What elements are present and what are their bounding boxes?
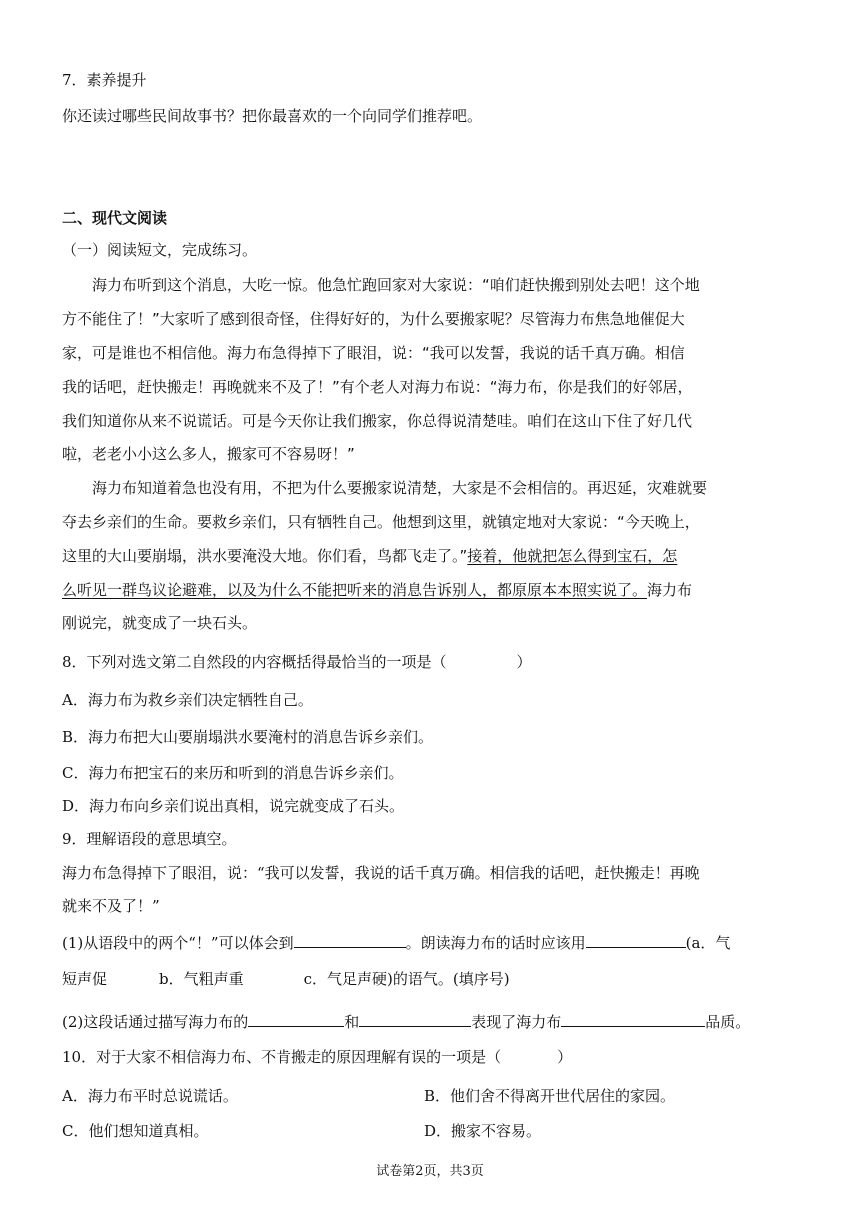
q10-option-c: C．他们想知道真相。: [62, 1122, 209, 1140]
q9-sub1-text-c: (a．气: [685, 934, 731, 952]
answer-blank-5[interactable]: [561, 1010, 705, 1027]
q9-choice-a-text: 短声促: [62, 970, 108, 988]
section2-title: 二、现代文阅读: [62, 209, 168, 227]
q10-options-row2: [62, 1121, 822, 1141]
passage-p2-line5: 刚说完，就变成了一块石头。: [62, 614, 258, 632]
q9-sub1-line2: [62, 969, 510, 989]
q10-option-b: B．他们舍不得离开世代居住的家园。: [424, 1087, 676, 1105]
q9-choice-b: b．气粗声重: [159, 970, 244, 988]
answer-blank-3[interactable]: [248, 1010, 344, 1027]
q9-sub2-text-d: 品质。: [705, 1013, 751, 1031]
q10-option-d: D．搬家不容易。: [424, 1122, 542, 1140]
q9-sub1-text-a: (1)从语段中的两个“！”可以体会到: [62, 934, 294, 952]
q9-sub1-text-b: 。朗读海力布的话时应该用: [405, 934, 586, 952]
q8-option-a: A．海力布为救乡亲们决定牺牲自己。: [62, 691, 313, 709]
q7-title: 7．素养提升: [62, 71, 147, 89]
q9-stem: 9．理解语段的意思填空。: [62, 830, 237, 848]
q9-choice-c: c．气足声硬)的语气。(填序号): [303, 970, 510, 988]
passage-p2-line4-text: 海力布: [647, 581, 693, 599]
passage-p2-line3: [62, 546, 677, 566]
answer-blank-2[interactable]: [586, 931, 686, 948]
q10-stem: [62, 1047, 572, 1067]
answer-blank-1[interactable]: [294, 931, 406, 948]
passage-p2-line1: 海力布知道着急也没有用，不把为什么要搬家说清楚，大家是不会相信的。再迟延，灾难就要: [92, 479, 708, 497]
passage-p1-line1: 海力布听到这个消息，大吃一惊。他急忙跑回家对大家说：“咱们赶快搬到别处去吧！这个地: [92, 276, 700, 294]
q7-prompt: 你还读过哪些民间故事书？把你最喜欢的一个向同学们推荐吧。: [62, 107, 483, 125]
q8-paren-close: ）: [516, 653, 532, 671]
q9-sub2-text-c: 表现了海力布: [471, 1013, 562, 1031]
q9-sub1-line1: [62, 931, 730, 953]
q8-option-b: B．海力布把大山要崩塌洪水要淹村的消息告诉乡亲们。: [62, 728, 434, 746]
passage-p1-line5: 我们知道你从来不说谎话。可是今天你让我们搬家，你总得说清楚哇。咱们在这山下住了好几代: [62, 412, 693, 430]
q8-option-d: D．海力布向乡亲们说出真相，说完就变成了石头。: [62, 797, 405, 815]
underlined-sentence-part1: 接着，他就把怎么得到宝石，怎: [467, 547, 678, 565]
q10-options-row1: [62, 1086, 822, 1106]
q8-stem-text: 8．下列对选文第二自然段的内容概括得最恰当的一项是（: [62, 653, 447, 671]
q10-stem-text: 10．对于大家不相信海力布、不肯搬走的原因理解有误的一项是（: [62, 1048, 502, 1066]
q9-sub2-text-b: 和: [344, 1013, 360, 1031]
q9-sub2-text-a: (2)这段话通过描写海力布的: [62, 1013, 249, 1031]
q10-paren-close: ）: [557, 1048, 573, 1066]
passage-p1-line2: 方不能住了！”大家听了感到很奇怪，住得好好的，为什么要搬家呢？尽管海力布焦急地催促大: [62, 310, 685, 328]
q9-quote-line2: 就来不及了！”: [62, 897, 160, 915]
q9-sub2: [62, 1010, 750, 1032]
q9-quote-line1: 海力布急得掉下了眼泪，说：“我可以发誓，我说的话千真万确。相信我的话吧，赶快搬走！再晚: [62, 864, 700, 882]
passage-p1-line4: 我的话吧，赶快搬走！再晚就来不及了！”有个老人对海力布说：“海力布，你是我们的好邻居，: [62, 378, 693, 396]
q8-option-c: C．海力布把宝石的来历和听到的消息告诉乡亲们。: [62, 764, 404, 782]
q10-option-a: A．海力布平时总说谎话。: [62, 1087, 238, 1105]
section2-subtitle: （一）阅读短文，完成练习。: [62, 241, 258, 259]
answer-blank-4[interactable]: [359, 1010, 471, 1027]
underlined-sentence-part2: 么听见一群鸟议论避难，以及为什么不能把听来的消息告诉别人，都原原本本照实说了。: [62, 581, 648, 599]
passage-p2-line2: 夺去乡亲们的生命。要救乡亲们，只有牺牲自己。他想到这里，就镇定地对大家说：“今天晚上，: [62, 513, 700, 531]
passage-p2-line3-text: 这里的大山要崩塌，洪水要淹没大地。你们看，鸟都飞走了。”: [62, 547, 468, 565]
passage-p1-line6: 啦，老老小小这么多人，搬家可不容易呀！”: [62, 445, 355, 463]
passage-p2-line4: [62, 580, 692, 600]
q8-stem: [62, 652, 532, 672]
page-footer: 试卷第2页，共3页: [376, 1164, 484, 1179]
passage-p1-line3: 家，可是谁也不相信他。海力布急得掉下了眼泪，说：“我可以发誓，我说的话千真万确。相信: [62, 344, 685, 362]
